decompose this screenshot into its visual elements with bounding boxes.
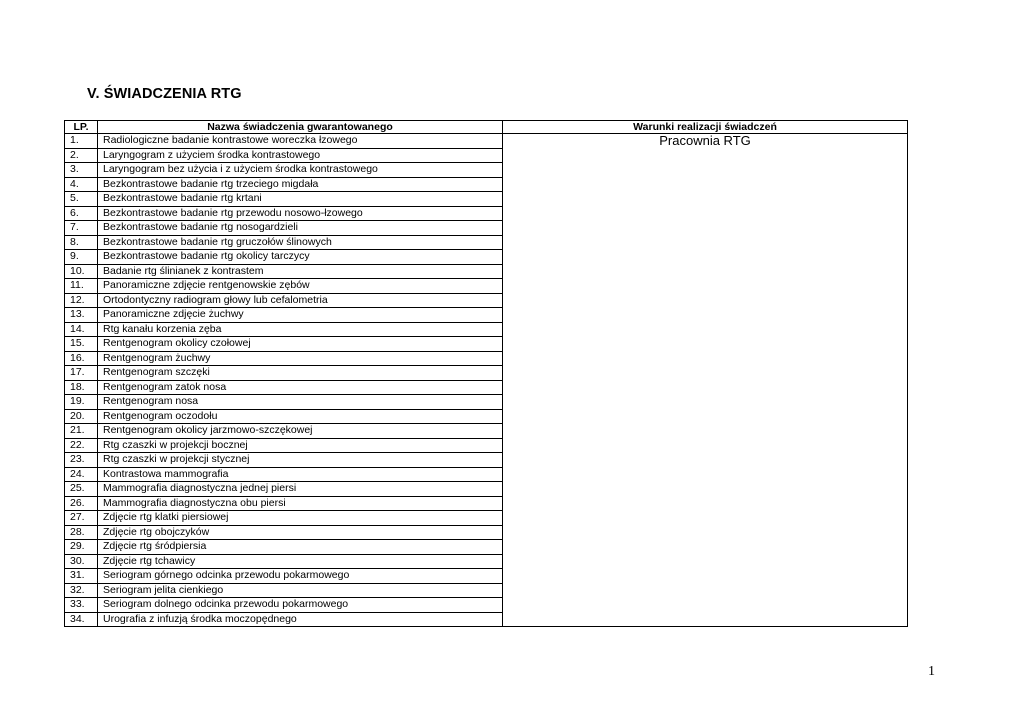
row-lp: 17.	[65, 366, 98, 381]
row-lp: 12.	[65, 293, 98, 308]
row-service-name: Rentgenogram okolicy jarzmowo-szczękowej	[98, 424, 503, 439]
row-lp: 20.	[65, 409, 98, 424]
row-service-name: Rentgenogram szczęki	[98, 366, 503, 381]
row-lp: 21.	[65, 424, 98, 439]
row-service-name: Bezkontrastowe badanie rtg okolicy tarczycy	[98, 250, 503, 265]
row-lp: 13.	[65, 308, 98, 323]
row-service-name: Radiologiczne badanie kontrastowe woreczka łzowego	[98, 134, 503, 149]
row-service-name: Urografia z infuzją środka moczopędnego	[98, 612, 503, 627]
row-service-name: Laryngogram bez użycia i z użyciem środka kontrastowego	[98, 163, 503, 178]
row-service-name: Rentgenogram nosa	[98, 395, 503, 410]
row-lp: 32.	[65, 583, 98, 598]
row-service-name: Laryngogram z użyciem środka kontrastowego	[98, 148, 503, 163]
row-lp: 16.	[65, 351, 98, 366]
table-row	[65, 134, 908, 149]
row-lp: 6.	[65, 206, 98, 221]
row-lp: 22.	[65, 438, 98, 453]
conditions-cell: Pracownia RTG	[503, 134, 908, 627]
row-lp: 28.	[65, 525, 98, 540]
row-service-name: Mammografia diagnostyczna obu piersi	[98, 496, 503, 511]
page-number: 1	[928, 664, 935, 679]
row-service-name: Bezkontrastowe badanie rtg gruczołów ślinowych	[98, 235, 503, 250]
row-service-name: Rentgenogram oczodołu	[98, 409, 503, 424]
header-service-name: Nazwa świadczenia gwarantowanego	[98, 121, 503, 134]
row-service-name: Bezkontrastowe badanie rtg przewodu nosowo-łzowego	[98, 206, 503, 221]
row-lp: 3.	[65, 163, 98, 178]
services-table	[64, 120, 908, 627]
row-lp: 34.	[65, 612, 98, 627]
row-service-name: Zdjęcie rtg obojczyków	[98, 525, 503, 540]
row-lp: 24.	[65, 467, 98, 482]
row-lp: 1.	[65, 134, 98, 149]
row-service-name: Rentgenogram zatok nosa	[98, 380, 503, 395]
row-service-name: Rtg czaszki w projekcji stycznej	[98, 453, 503, 468]
table-header-row	[65, 121, 908, 134]
row-lp: 25.	[65, 482, 98, 497]
row-service-name: Rtg kanału korzenia zęba	[98, 322, 503, 337]
table-body	[65, 134, 908, 627]
row-service-name: Seriogram jelita cienkiego	[98, 583, 503, 598]
row-service-name: Rtg czaszki w projekcji bocznej	[98, 438, 503, 453]
row-lp: 7.	[65, 221, 98, 236]
row-service-name: Ortodontyczny radiogram głowy lub cefalometria	[98, 293, 503, 308]
row-lp: 23.	[65, 453, 98, 468]
row-lp: 8.	[65, 235, 98, 250]
row-service-name: Zdjęcie rtg śródpiersia	[98, 540, 503, 555]
row-service-name: Badanie rtg ślinianek z kontrastem	[98, 264, 503, 279]
row-lp: 9.	[65, 250, 98, 265]
row-service-name: Seriogram dolnego odcinka przewodu pokarmowego	[98, 598, 503, 613]
row-lp: 18.	[65, 380, 98, 395]
row-service-name: Rentgenogram żuchwy	[98, 351, 503, 366]
row-service-name: Panoramiczne zdjęcie żuchwy	[98, 308, 503, 323]
row-lp: 10.	[65, 264, 98, 279]
row-service-name: Rentgenogram okolicy czołowej	[98, 337, 503, 352]
row-lp: 33.	[65, 598, 98, 613]
row-lp: 19.	[65, 395, 98, 410]
row-lp: 31.	[65, 569, 98, 584]
row-service-name: Bezkontrastowe badanie rtg trzeciego migdała	[98, 177, 503, 192]
row-service-name: Seriogram górnego odcinka przewodu pokarmowego	[98, 569, 503, 584]
row-service-name: Zdjęcie rtg klatki piersiowej	[98, 511, 503, 526]
row-service-name: Kontrastowa mammografia	[98, 467, 503, 482]
row-lp: 2.	[65, 148, 98, 163]
row-lp: 30.	[65, 554, 98, 569]
row-service-name: Zdjęcie rtg tchawicy	[98, 554, 503, 569]
row-lp: 14.	[65, 322, 98, 337]
row-lp: 5.	[65, 192, 98, 207]
row-lp: 27.	[65, 511, 98, 526]
row-lp: 29.	[65, 540, 98, 555]
page-title: V. ŚWIADCZENIA RTG	[87, 86, 242, 102]
row-lp: 15.	[65, 337, 98, 352]
header-conditions: Warunki realizacji świadczeń	[503, 121, 908, 134]
row-service-name: Bezkontrastowe badanie rtg nosogardzieli	[98, 221, 503, 236]
row-lp: 4.	[65, 177, 98, 192]
row-service-name: Bezkontrastowe badanie rtg krtani	[98, 192, 503, 207]
row-lp: 26.	[65, 496, 98, 511]
row-service-name: Mammografia diagnostyczna jednej piersi	[98, 482, 503, 497]
header-lp: LP.	[65, 121, 98, 134]
row-service-name: Panoramiczne zdjęcie rentgenowskie zębów	[98, 279, 503, 294]
row-lp: 11.	[65, 279, 98, 294]
